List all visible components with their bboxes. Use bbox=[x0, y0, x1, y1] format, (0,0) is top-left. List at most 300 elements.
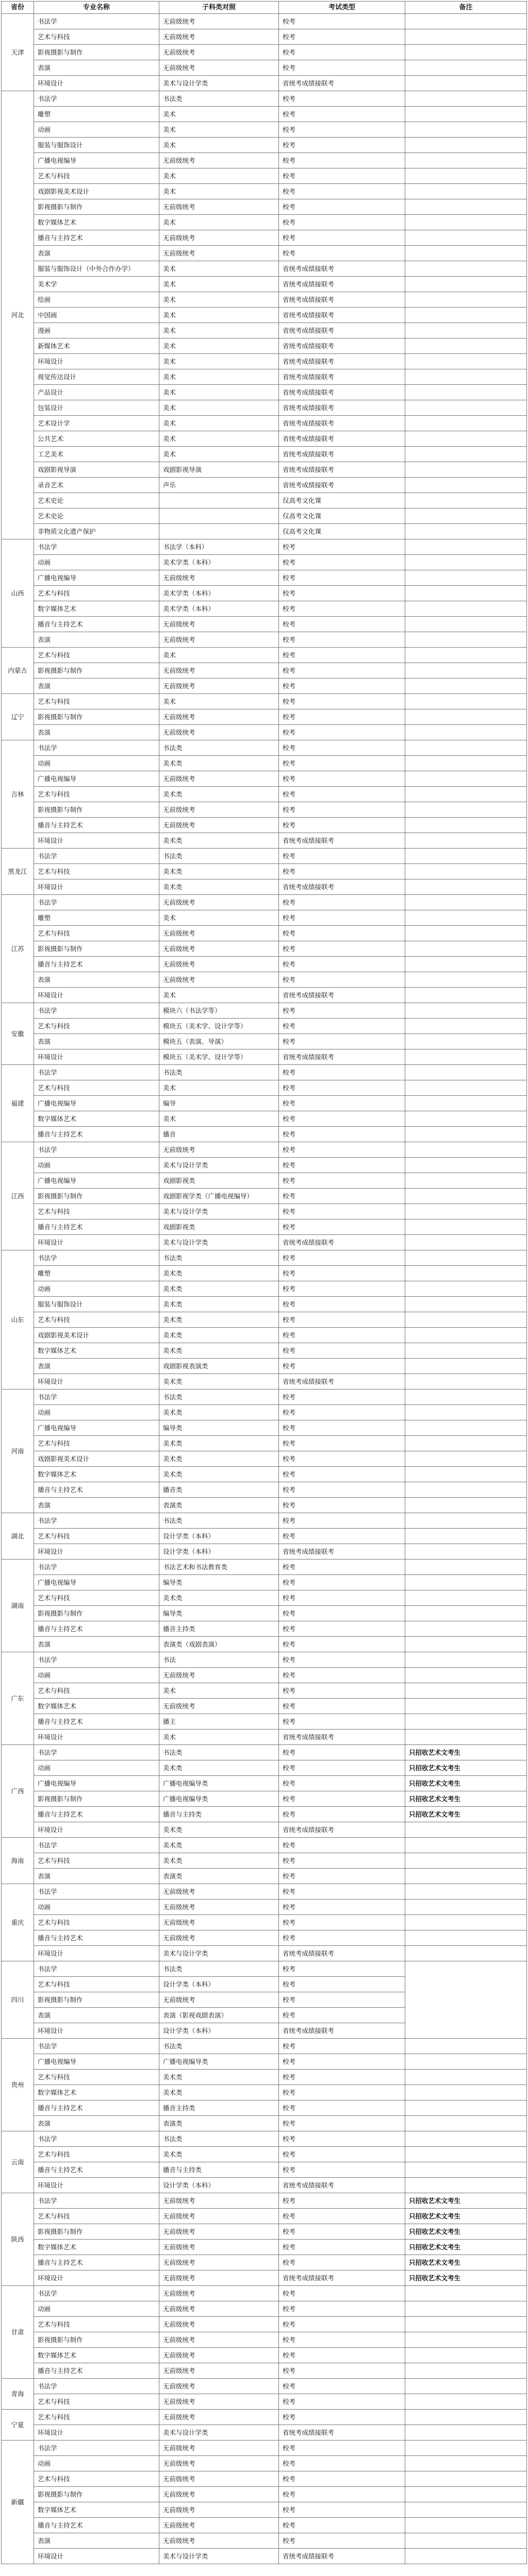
major-cell: 书法学 bbox=[34, 1961, 159, 1977]
subcategory-cell: 美术与设计学类 bbox=[159, 2549, 279, 2564]
table-row bbox=[2, 2039, 527, 2054]
exam-type-cell: 校考 bbox=[279, 1745, 405, 1760]
table-row bbox=[2, 1250, 527, 1266]
subcategory-cell: 设计学类（本科） bbox=[159, 1977, 279, 1992]
exam-type-cell: 校考 bbox=[279, 1900, 405, 1915]
table-row bbox=[2, 1235, 527, 1250]
major-cell: 包装设计 bbox=[34, 400, 159, 416]
province-cell: 青海 bbox=[2, 2379, 34, 2410]
major-cell: 播音与主持艺术 bbox=[34, 1930, 159, 1946]
table-row bbox=[2, 400, 527, 416]
table-row bbox=[2, 369, 527, 385]
exam-type-cell: 校考 bbox=[279, 60, 405, 76]
exam-type-cell: 校考 bbox=[279, 1992, 405, 2008]
exam-type-cell: 校考 bbox=[279, 1189, 405, 1204]
major-cell: 表演 bbox=[34, 1498, 159, 1513]
exam-type-cell: 校考 bbox=[279, 1204, 405, 1219]
major-cell: 书法学 bbox=[34, 2131, 159, 2147]
table-row bbox=[2, 1930, 527, 1946]
remarks-cell bbox=[405, 2286, 527, 2301]
table-row bbox=[2, 2317, 527, 2332]
major-cell: 戏剧影视美术设计 bbox=[34, 1328, 159, 1343]
exam-type-cell: 校考 bbox=[279, 29, 405, 45]
province-cell: 四川 bbox=[2, 1961, 34, 2039]
major-cell: 表演 bbox=[34, 632, 159, 648]
subcategory-cell bbox=[159, 509, 279, 524]
remarks-cell bbox=[405, 1730, 527, 1745]
province-cell: 辽宁 bbox=[2, 694, 34, 740]
exam-type-cell: 校考 bbox=[279, 555, 405, 570]
exam-type-cell: 仅高考文化课 bbox=[279, 509, 405, 524]
table-row bbox=[2, 648, 527, 663]
subcategory-cell: 戏剧影视学类（广播电视编导） bbox=[159, 1189, 279, 1204]
subcategory-cell: 美术 bbox=[159, 323, 279, 338]
table-row bbox=[2, 802, 527, 818]
table-row bbox=[2, 1807, 527, 1822]
remarks-cell bbox=[405, 261, 527, 277]
table-row bbox=[2, 122, 527, 138]
exam-type-cell: 校考 bbox=[279, 1019, 405, 1034]
subcategory-cell: 无前级统考 bbox=[159, 2533, 279, 2549]
remarks-cell bbox=[405, 107, 527, 122]
major-cell: 中国画 bbox=[34, 308, 159, 323]
subcategory-cell: 无前级统考 bbox=[159, 2379, 279, 2394]
subcategory-cell: 无前级统考 bbox=[159, 1930, 279, 1946]
subcategory-cell: 无前级统考 bbox=[159, 2394, 279, 2410]
major-cell: 书法学 bbox=[34, 895, 159, 910]
exam-type-cell: 校考 bbox=[279, 1158, 405, 1173]
major-cell: 数字媒体艺术 bbox=[34, 1111, 159, 1127]
major-cell: 美术学 bbox=[34, 277, 159, 292]
remarks-cell: 只招收艺术文考生 bbox=[405, 2270, 527, 2286]
table-row bbox=[2, 2332, 527, 2348]
table-row bbox=[2, 1173, 527, 1189]
major-cell: 艺术史论 bbox=[34, 509, 159, 524]
table-row bbox=[2, 1776, 527, 1791]
subcategory-cell: 书法类 bbox=[159, 1389, 279, 1405]
major-cell: 书法学 bbox=[34, 1065, 159, 1080]
major-cell: 数字媒体艺术 bbox=[34, 601, 159, 617]
major-cell: 环境设计 bbox=[34, 988, 159, 1003]
major-cell: 数字媒体艺术 bbox=[34, 2348, 159, 2363]
major-cell: 环境设计 bbox=[34, 1374, 159, 1389]
subcategory-cell: 书法学（本科） bbox=[159, 539, 279, 555]
remarks-cell bbox=[405, 2039, 527, 2054]
subcategory-cell bbox=[159, 524, 279, 539]
subcategory-cell: 无前级统考 bbox=[159, 570, 279, 586]
remarks-cell bbox=[405, 2425, 527, 2441]
major-cell: 艺术与科技 bbox=[34, 648, 159, 663]
major-cell: 表演 bbox=[34, 246, 159, 261]
remarks-cell bbox=[405, 1544, 527, 1560]
remarks-cell bbox=[405, 988, 527, 1003]
exam-type-cell: 校考 bbox=[279, 1807, 405, 1822]
table-row bbox=[2, 2178, 527, 2193]
exam-type-cell: 校考 bbox=[279, 972, 405, 988]
major-cell: 表演 bbox=[34, 679, 159, 694]
table-row bbox=[2, 2100, 527, 2116]
subcategory-cell: 无前级统考 bbox=[159, 2471, 279, 2487]
exam-type-cell: 校考 bbox=[279, 1034, 405, 1049]
table-row bbox=[2, 1699, 527, 1714]
subcategory-cell: 无前级统考 bbox=[159, 199, 279, 215]
table-row bbox=[2, 988, 527, 1003]
exam-type-cell: 校考 bbox=[279, 1250, 405, 1266]
subcategory-cell: 无前级统考 bbox=[159, 2193, 279, 2209]
major-cell: 书法学 bbox=[34, 2379, 159, 2394]
exam-type-cell: 省统考成绩接联考 bbox=[279, 277, 405, 292]
remarks-cell bbox=[405, 478, 527, 493]
subcategory-cell: 无前级统考 bbox=[159, 1142, 279, 1158]
table-row bbox=[2, 663, 527, 679]
exam-type-cell: 校考 bbox=[279, 1529, 405, 1544]
exam-type-cell: 仅高考文化课 bbox=[279, 493, 405, 509]
exam-type-cell: 省统考成绩接联考 bbox=[279, 1235, 405, 1250]
subcategory-cell: 美术 bbox=[159, 107, 279, 122]
table-row bbox=[2, 926, 527, 941]
subcategory-cell: 播音主持类 bbox=[159, 2100, 279, 2116]
province-cell: 江苏 bbox=[2, 895, 34, 1003]
table-row bbox=[2, 1111, 527, 1127]
subcategory-cell: 美术 bbox=[159, 292, 279, 308]
exam-type-cell: 校考 bbox=[279, 2162, 405, 2178]
exam-type-cell: 校考 bbox=[279, 740, 405, 756]
table-row bbox=[2, 1049, 527, 1065]
major-cell: 动画 bbox=[34, 1900, 159, 1915]
remarks-cell bbox=[405, 1884, 527, 1900]
remarks-cell bbox=[405, 1699, 527, 1714]
major-cell: 艺术与科技 bbox=[34, 1590, 159, 1606]
major-cell: 艺术与科技 bbox=[34, 2209, 159, 2224]
major-cell: 动画 bbox=[34, 1281, 159, 1297]
table-row bbox=[2, 617, 527, 632]
table-row bbox=[2, 694, 527, 709]
remarks-cell bbox=[405, 246, 527, 261]
exam-type-cell: 校考 bbox=[279, 756, 405, 771]
major-cell: 环境设计 bbox=[34, 833, 159, 849]
subcategory-cell: 广播电视编导类 bbox=[159, 1791, 279, 1807]
major-cell: 书法学 bbox=[34, 2441, 159, 2456]
table-row bbox=[2, 107, 527, 122]
subcategory-cell: 美术类 bbox=[159, 833, 279, 849]
exam-type-cell: 校考 bbox=[279, 1977, 405, 1992]
subcategory-cell: 美术学类（本科） bbox=[159, 586, 279, 601]
remarks-cell bbox=[405, 957, 527, 972]
subcategory-cell: 无前级统考 bbox=[159, 2456, 279, 2471]
table-row bbox=[2, 1961, 527, 1977]
subcategory-cell: 美术 bbox=[159, 1683, 279, 1699]
subcategory-cell: 设计学类（本科） bbox=[159, 1529, 279, 1544]
exam-type-cell: 校考 bbox=[279, 2255, 405, 2270]
exam-type-cell: 省统考成绩接联考 bbox=[279, 1822, 405, 1838]
major-cell: 影视摄影与制作 bbox=[34, 1791, 159, 1807]
table-row bbox=[2, 1900, 527, 1915]
subcategory-cell: 无前级统考 bbox=[159, 632, 279, 648]
subcategory-cell: 戏剧影视类 bbox=[159, 1219, 279, 1235]
remarks-cell: 只招收艺术文考生 bbox=[405, 2209, 527, 2224]
exam-type-cell: 校考 bbox=[279, 122, 405, 138]
subcategory-cell: 无前级统考 bbox=[159, 2224, 279, 2240]
subcategory-cell: 设计学类（本科） bbox=[159, 2023, 279, 2039]
major-cell: 书法学 bbox=[34, 1884, 159, 1900]
subcategory-cell: 无前级统考 bbox=[159, 679, 279, 694]
subcategory-cell: 美术类 bbox=[159, 1281, 279, 1297]
subcategory-cell: 无前级统考 bbox=[159, 818, 279, 833]
remarks-cell bbox=[405, 1637, 527, 1652]
major-cell: 影视摄影与制作 bbox=[34, 802, 159, 818]
table-row bbox=[2, 2487, 527, 2502]
province-cell: 安徽 bbox=[2, 1003, 34, 1065]
subcategory-cell: 广播电视编导类 bbox=[159, 1776, 279, 1791]
subcategory-cell: 美术 bbox=[159, 447, 279, 462]
table-row bbox=[2, 1281, 527, 1297]
major-cell: 艺术与科技 bbox=[34, 2147, 159, 2162]
remarks-cell: 只招收艺术文考生 bbox=[405, 1807, 527, 1822]
subcategory-cell: 编导类 bbox=[159, 1606, 279, 1621]
remarks-cell bbox=[405, 2100, 527, 2116]
exam-type-cell: 校考 bbox=[279, 1791, 405, 1807]
major-cell: 书法学 bbox=[34, 1838, 159, 1853]
major-cell: 影视摄影与制作 bbox=[34, 1992, 159, 2008]
major-cell: 动画 bbox=[34, 555, 159, 570]
table-row bbox=[2, 1946, 527, 1961]
subcategory-cell: 表演类 bbox=[159, 2116, 279, 2131]
remarks-cell bbox=[405, 2116, 527, 2131]
subcategory-cell: 无前级统考 bbox=[159, 2301, 279, 2317]
remarks-cell bbox=[405, 1822, 527, 1838]
subcategory-cell: 书法类 bbox=[159, 1065, 279, 1080]
major-cell: 书法学 bbox=[34, 740, 159, 756]
remarks-cell bbox=[405, 215, 527, 230]
subcategory-cell: 模块五（美术学、设计学等） bbox=[159, 1019, 279, 1034]
table-row bbox=[2, 1606, 527, 1621]
table-row bbox=[2, 1884, 527, 1900]
remarks-cell bbox=[405, 1482, 527, 1498]
table-row bbox=[2, 2209, 527, 2224]
header-major: 专业名称 bbox=[34, 2, 159, 14]
exam-type-cell: 校考 bbox=[279, 663, 405, 679]
table-row bbox=[2, 1420, 527, 1436]
major-cell: 播音与主持艺术 bbox=[34, 1807, 159, 1822]
province-cell: 黑龙江 bbox=[2, 849, 34, 895]
major-cell: 环境设计 bbox=[34, 354, 159, 369]
exam-type-cell: 校考 bbox=[279, 570, 405, 586]
major-cell: 艺术与科技 bbox=[34, 2394, 159, 2410]
remarks-cell bbox=[405, 2549, 527, 2564]
major-cell: 艺术与科技 bbox=[34, 2471, 159, 2487]
subcategory-cell: 无前级统考 bbox=[159, 246, 279, 261]
subcategory-cell: 美术类 bbox=[159, 2085, 279, 2100]
major-cell: 影视摄影与制作 bbox=[34, 2487, 159, 2502]
remarks-cell bbox=[405, 14, 527, 29]
remarks-cell bbox=[405, 648, 527, 663]
exam-type-cell: 省统考成绩接联考 bbox=[279, 338, 405, 354]
table-row bbox=[2, 354, 527, 369]
subcategory-cell: 美术 bbox=[159, 184, 279, 199]
major-cell: 影视摄影与制作 bbox=[34, 1189, 159, 1204]
major-cell: 雕塑 bbox=[34, 107, 159, 122]
remarks-cell bbox=[405, 849, 527, 864]
remarks-cell: 只招收艺术文考生 bbox=[405, 2255, 527, 2270]
exam-type-cell: 省统考成绩接联考 bbox=[279, 447, 405, 462]
table-row bbox=[2, 184, 527, 199]
subcategory-cell: 无前级统考 bbox=[159, 2410, 279, 2425]
remarks-cell bbox=[405, 1034, 527, 1049]
table-row bbox=[2, 2549, 527, 2564]
exam-type-cell: 校考 bbox=[279, 941, 405, 957]
remarks-cell bbox=[405, 1204, 527, 1219]
major-cell: 漫画 bbox=[34, 323, 159, 338]
table-row bbox=[2, 601, 527, 617]
exam-type-cell: 省统考成绩接联考 bbox=[279, 988, 405, 1003]
major-cell: 播音与主持艺术 bbox=[34, 230, 159, 246]
major-cell: 书法学 bbox=[34, 2286, 159, 2301]
remarks-cell bbox=[405, 570, 527, 586]
table-row bbox=[2, 168, 527, 184]
table-row bbox=[2, 60, 527, 76]
remarks-cell bbox=[405, 2070, 527, 2085]
remarks-cell bbox=[405, 879, 527, 895]
subcategory-cell: 无前级统考 bbox=[159, 14, 279, 29]
subcategory-cell: 播音类 bbox=[159, 1482, 279, 1498]
table-row bbox=[2, 1791, 527, 1807]
table-row bbox=[2, 1374, 527, 1389]
major-cell: 艺术与科技 bbox=[34, 2317, 159, 2332]
remarks-cell bbox=[405, 679, 527, 694]
subcategory-cell: 声乐 bbox=[159, 478, 279, 493]
remarks-cell bbox=[405, 2471, 527, 2487]
major-cell: 新媒体艺术 bbox=[34, 338, 159, 354]
province-cell: 山西 bbox=[2, 539, 34, 648]
remarks-cell bbox=[405, 2487, 527, 2502]
exam-type-cell: 校考 bbox=[279, 895, 405, 910]
major-cell: 环境设计 bbox=[34, 1822, 159, 1838]
table-header-row bbox=[2, 2, 527, 14]
remarks-cell bbox=[405, 2054, 527, 2070]
subcategory-cell: 表演类（戏剧表演） bbox=[159, 1637, 279, 1652]
table-row bbox=[2, 1482, 527, 1498]
table-row bbox=[2, 76, 527, 91]
table-row bbox=[2, 756, 527, 771]
remarks-cell bbox=[405, 1451, 527, 1467]
remarks-cell bbox=[405, 1250, 527, 1266]
major-cell: 书法学 bbox=[34, 1652, 159, 1668]
table-row bbox=[2, 2394, 527, 2410]
province-cell: 陕西 bbox=[2, 2193, 34, 2286]
exam-type-cell: 校考 bbox=[279, 2456, 405, 2471]
table-row bbox=[2, 586, 527, 601]
subcategory-cell: 美术学类（本科） bbox=[159, 601, 279, 617]
major-cell: 产品设计 bbox=[34, 385, 159, 400]
major-cell: 播音与主持艺术 bbox=[34, 957, 159, 972]
subcategory-cell: 美术 bbox=[159, 369, 279, 385]
table-row bbox=[2, 1730, 527, 1745]
major-cell: 动画 bbox=[34, 2301, 159, 2317]
remarks-cell bbox=[405, 91, 527, 107]
exam-type-cell: 校考 bbox=[279, 1281, 405, 1297]
major-cell: 艺术与科技 bbox=[34, 694, 159, 709]
table-row bbox=[2, 2425, 527, 2441]
table-row bbox=[2, 1915, 527, 1930]
remarks-cell bbox=[405, 1467, 527, 1482]
exam-type-cell: 校考 bbox=[279, 1930, 405, 1946]
remarks-cell bbox=[405, 277, 527, 292]
subcategory-cell: 美术 bbox=[159, 694, 279, 709]
remarks-cell bbox=[405, 740, 527, 756]
subcategory-cell: 美术 bbox=[159, 988, 279, 1003]
subcategory-cell: 无前级统考 bbox=[159, 926, 279, 941]
remarks-cell bbox=[405, 1714, 527, 1730]
remarks-cell bbox=[405, 2085, 527, 2100]
subcategory-cell: 无前级统考 bbox=[159, 972, 279, 988]
subcategory-cell: 美术 bbox=[159, 416, 279, 431]
exam-type-cell: 校考 bbox=[279, 2116, 405, 2131]
table-row bbox=[2, 740, 527, 756]
exam-type-cell: 校考 bbox=[279, 725, 405, 740]
subcategory-cell: 美术 bbox=[159, 215, 279, 230]
major-cell: 数字媒体艺术 bbox=[34, 2085, 159, 2100]
remarks-cell bbox=[405, 122, 527, 138]
major-cell: 动画 bbox=[34, 1158, 159, 1173]
exam-type-cell: 校考 bbox=[279, 2240, 405, 2255]
major-cell: 艺术与科技 bbox=[34, 168, 159, 184]
major-cell: 影视摄影与制作 bbox=[34, 45, 159, 60]
table-row bbox=[2, 833, 527, 849]
remarks-cell bbox=[405, 1498, 527, 1513]
subcategory-cell: 无前级统考 bbox=[159, 29, 279, 45]
exam-type-cell: 校考 bbox=[279, 1173, 405, 1189]
remarks-cell bbox=[405, 1019, 527, 1034]
table-row bbox=[2, 787, 527, 802]
province-cell: 湖北 bbox=[2, 1513, 34, 1560]
exam-type-cell: 校考 bbox=[279, 91, 405, 107]
exam-type-cell: 校考 bbox=[279, 2348, 405, 2363]
remarks-cell bbox=[405, 2363, 527, 2379]
major-cell: 艺术与科技 bbox=[34, 1436, 159, 1451]
exam-type-cell: 校考 bbox=[279, 1838, 405, 1853]
subcategory-cell: 美术类 bbox=[159, 787, 279, 802]
province-cell: 内蒙古 bbox=[2, 648, 34, 694]
exam-type-cell: 省统考成绩接联考 bbox=[279, 308, 405, 323]
table-row bbox=[2, 277, 527, 292]
major-cell: 环境设计 bbox=[34, 76, 159, 91]
province-cell: 广西 bbox=[2, 1745, 34, 1838]
major-cell: 绘画 bbox=[34, 292, 159, 308]
exam-type-cell: 省统考成绩接联考 bbox=[279, 1049, 405, 1065]
remarks-cell bbox=[405, 369, 527, 385]
table-row bbox=[2, 2131, 527, 2147]
major-cell: 广播电视编导 bbox=[34, 1420, 159, 1436]
major-cell: 艺术与科技 bbox=[34, 1977, 159, 1992]
table-row bbox=[2, 478, 527, 493]
remarks-cell bbox=[405, 1405, 527, 1420]
subcategory-cell: 播主 bbox=[159, 1714, 279, 1730]
major-cell: 影视摄影与制作 bbox=[34, 709, 159, 725]
remarks-cell bbox=[405, 1869, 527, 1884]
table-row bbox=[2, 1359, 527, 1374]
table-row bbox=[2, 292, 527, 308]
major-cell: 艺术与科技 bbox=[34, 1853, 159, 1869]
remarks-cell: 只招收艺术文考生 bbox=[405, 1760, 527, 1776]
table-row bbox=[2, 849, 527, 864]
subcategory-cell: 美术 bbox=[159, 910, 279, 926]
exam-type-cell: 校考 bbox=[279, 2471, 405, 2487]
exam-type-cell: 校考 bbox=[279, 1451, 405, 1467]
table-row bbox=[2, 1822, 527, 1838]
table-row bbox=[2, 632, 527, 648]
major-cell: 工艺美术 bbox=[34, 447, 159, 462]
exam-type-cell: 省统考成绩接联考 bbox=[279, 354, 405, 369]
